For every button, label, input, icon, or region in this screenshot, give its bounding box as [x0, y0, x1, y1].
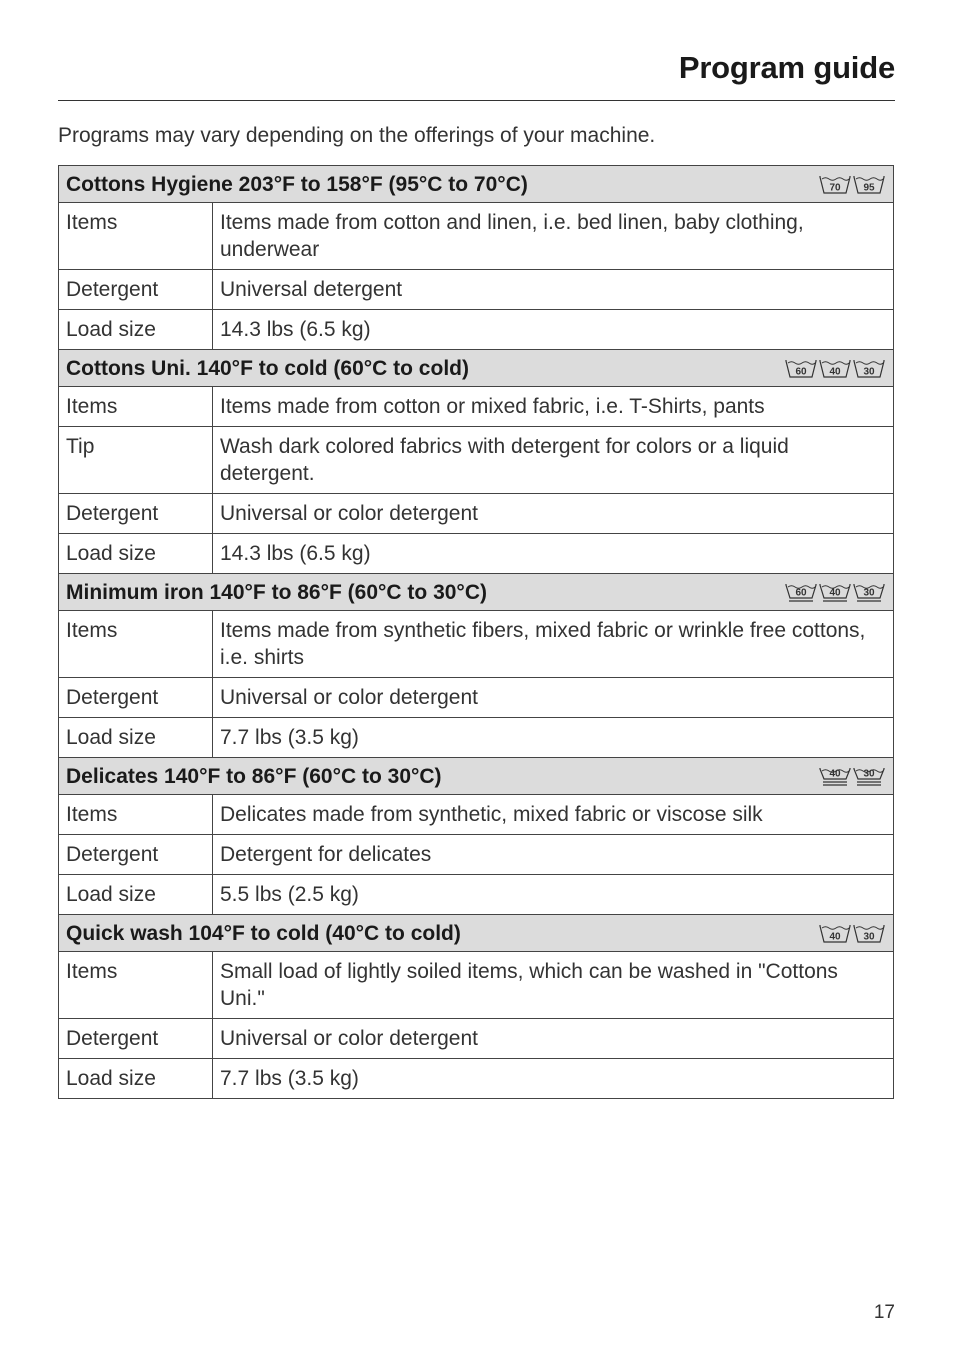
- wash-temp-label: 30: [863, 587, 875, 598]
- program-header-cell: [59, 574, 894, 611]
- row-value: Delicates made from synthetic, mixed fabric or viscose silk: [213, 795, 894, 835]
- row-value: Universal or color detergent: [213, 494, 894, 534]
- wash-temp-label: 95: [863, 182, 875, 193]
- row-value: Items made from cotton or mixed fabric, i.e. T-Shirts, pants: [213, 387, 894, 427]
- row-value: 14.3 lbs (6.5 kg): [213, 310, 894, 350]
- wash-temp-label: 40: [829, 366, 841, 377]
- wash-temp-label: 30: [863, 366, 875, 377]
- row-label: Load size: [59, 534, 213, 574]
- table-row: [59, 534, 894, 574]
- wash-tub-icon: [819, 765, 851, 789]
- program-title: Cottons Uni. 140°F to cold (60°C to cold): [66, 357, 469, 380]
- row-label: Items: [59, 387, 213, 427]
- row-label: Load size: [59, 875, 213, 915]
- program-header-cell: [59, 915, 894, 952]
- row-value: Items made from cotton and linen, i.e. bed linen, baby clothing, underwear: [213, 203, 894, 270]
- wash-tub-icon: [819, 173, 851, 197]
- wash-temp-label: 70: [829, 182, 841, 193]
- program-header-cell: [59, 350, 894, 387]
- wash-temp-label: 40: [829, 587, 841, 598]
- wash-temp-label: 30: [863, 768, 875, 779]
- program-header-row: [59, 758, 894, 795]
- row-value: Small load of lightly soiled items, which can be washed in "Cottons Uni.": [213, 952, 894, 1019]
- table-row: [59, 1019, 894, 1059]
- program-guide-table: [58, 165, 894, 1099]
- program-header-row: [59, 350, 894, 387]
- row-value: Universal detergent: [213, 270, 894, 310]
- wash-tub-icon: [819, 357, 851, 381]
- wash-tub-icon: [785, 581, 817, 605]
- row-value: 7.7 lbs (3.5 kg): [213, 1059, 894, 1099]
- table-row: [59, 875, 894, 915]
- wash-tub-icon: [853, 765, 885, 789]
- wash-temp-label: 30: [863, 931, 875, 942]
- wash-temp-label: 60: [795, 587, 807, 598]
- wash-tub-icon: [853, 581, 885, 605]
- program-header-row: [59, 574, 894, 611]
- table-row: [59, 427, 894, 494]
- program-header-cell: [59, 758, 894, 795]
- table-row: [59, 952, 894, 1019]
- row-value: Wash dark colored fabrics with detergent for colors or a liquid detergent.: [213, 427, 894, 494]
- page-number: 17: [873, 1302, 895, 1323]
- row-label: Detergent: [59, 270, 213, 310]
- row-value: 14.3 lbs (6.5 kg): [213, 534, 894, 574]
- row-label: Detergent: [59, 1019, 213, 1059]
- wash-tub-icon: [853, 173, 885, 197]
- table-row: [59, 718, 894, 758]
- wash-symbols: [785, 581, 886, 605]
- row-label: Items: [59, 611, 213, 678]
- row-label: Load size: [59, 1059, 213, 1099]
- wash-temp-label: 40: [829, 931, 841, 942]
- row-label: Items: [59, 795, 213, 835]
- table-row: [59, 203, 894, 270]
- table-row: [59, 678, 894, 718]
- page-title: Program guide: [678, 50, 895, 85]
- wash-tub-icon: [785, 357, 817, 381]
- table-row: [59, 310, 894, 350]
- wash-tub-icon: [819, 581, 851, 605]
- row-value: 7.7 lbs (3.5 kg): [213, 718, 894, 758]
- program-title: Quick wash 104°F to cold (40°C to cold): [66, 922, 461, 945]
- table-row: [59, 611, 894, 678]
- wash-symbols: [819, 765, 886, 789]
- title-rule: [58, 100, 895, 101]
- row-value: Detergent for delicates: [213, 835, 894, 875]
- row-label: Detergent: [59, 494, 213, 534]
- table-row: [59, 1059, 894, 1099]
- row-value: 5.5 lbs (2.5 kg): [213, 875, 894, 915]
- row-label: Items: [59, 952, 213, 1019]
- row-label: Detergent: [59, 678, 213, 718]
- table-row: [59, 835, 894, 875]
- wash-tub-icon: [819, 922, 851, 946]
- program-guide-body: [59, 166, 894, 1099]
- row-label: Items: [59, 203, 213, 270]
- row-value: Universal or color detergent: [213, 1019, 894, 1059]
- table-row: [59, 494, 894, 534]
- wash-tub-icon: [853, 922, 885, 946]
- program-title: Minimum iron 140°F to 86°F (60°C to 30°C): [66, 581, 487, 604]
- row-label: Detergent: [59, 835, 213, 875]
- row-value: Universal or color detergent: [213, 678, 894, 718]
- wash-symbols: [819, 173, 886, 197]
- wash-tub-icon: [853, 357, 885, 381]
- wash-temp-label: 40: [829, 768, 841, 779]
- program-header-row: [59, 166, 894, 203]
- intro-text: Programs may vary depending on the offerings of your machine.: [58, 124, 656, 147]
- wash-symbols: [785, 357, 886, 381]
- wash-temp-label: 60: [795, 366, 807, 377]
- program-title: Cottons Hygiene 203°F to 158°F (95°C to 70°C): [66, 173, 528, 196]
- row-label: Load size: [59, 718, 213, 758]
- program-header-cell: [59, 166, 894, 203]
- wash-symbols: [819, 922, 886, 946]
- row-label: Load size: [59, 310, 213, 350]
- row-label: Tip: [59, 427, 213, 494]
- table-row: [59, 795, 894, 835]
- table-row: [59, 270, 894, 310]
- program-title: Delicates 140°F to 86°F (60°C to 30°C): [66, 765, 442, 788]
- program-header-row: [59, 915, 894, 952]
- table-row: [59, 387, 894, 427]
- row-value: Items made from synthetic fibers, mixed fabric or wrinkle free cottons, i.e. shirts: [213, 611, 894, 678]
